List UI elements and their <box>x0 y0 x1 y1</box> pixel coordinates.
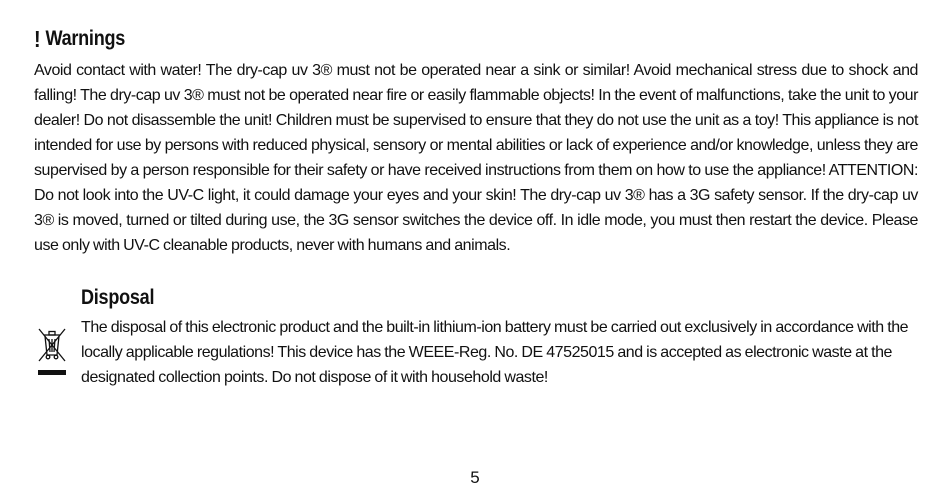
warnings-heading <box>34 26 794 52</box>
page-number: 5 <box>470 468 480 487</box>
disposal-text: The disposal of this electronic product and the built-in lithium-ion battery must be carried out exclusively in accordance with the locally applicable regulations! This device has the WEEE-Reg. No. DE 47525015 and is accepted as electronic waste at the designated collection points. Do not dispose of it with household waste! <box>81 319 909 386</box>
disposal-heading <box>81 285 803 311</box>
disposal-section <box>81 285 921 390</box>
warnings-section <box>34 26 918 258</box>
warnings-title: Warnings <box>45 27 126 50</box>
crossed-out-bin-icon <box>34 326 70 378</box>
exclamation-icon: ! <box>34 26 41 52</box>
disposal-title: Disposal <box>81 286 155 309</box>
warnings-text: Avoid contact with water! The dry-cap uv 3® must not be operated near a sink or similar! Avoid mechanical stress due to shock and falling! The dry-cap uv 3® must not be operated near fire or easily flammable objects! In the event of malfunctions, take the unit to your dealer! Do not disassemble the unit! Children must be supervised to ensure that they do not use the unit as a toy! This appliance is not intended for use by persons with reduced physical, sensory or mental abilities or lack of experience and/or knowledge, unless they are supervised by a person responsible for their safety or have received instructions from them on how to use the appliance! ATTENTION: Do not look into the UV-C light, it could damage your eyes and your skin! The dry-cap uv 3® has a 3G safety sensor. If the dry-cap uv 3® is moved, turned or tilted during use, the 3G sensor switches the device off. In idle mode, you must then restart the device. Please use only with UV-C cleanable products, never with humans and animals. <box>34 62 918 254</box>
